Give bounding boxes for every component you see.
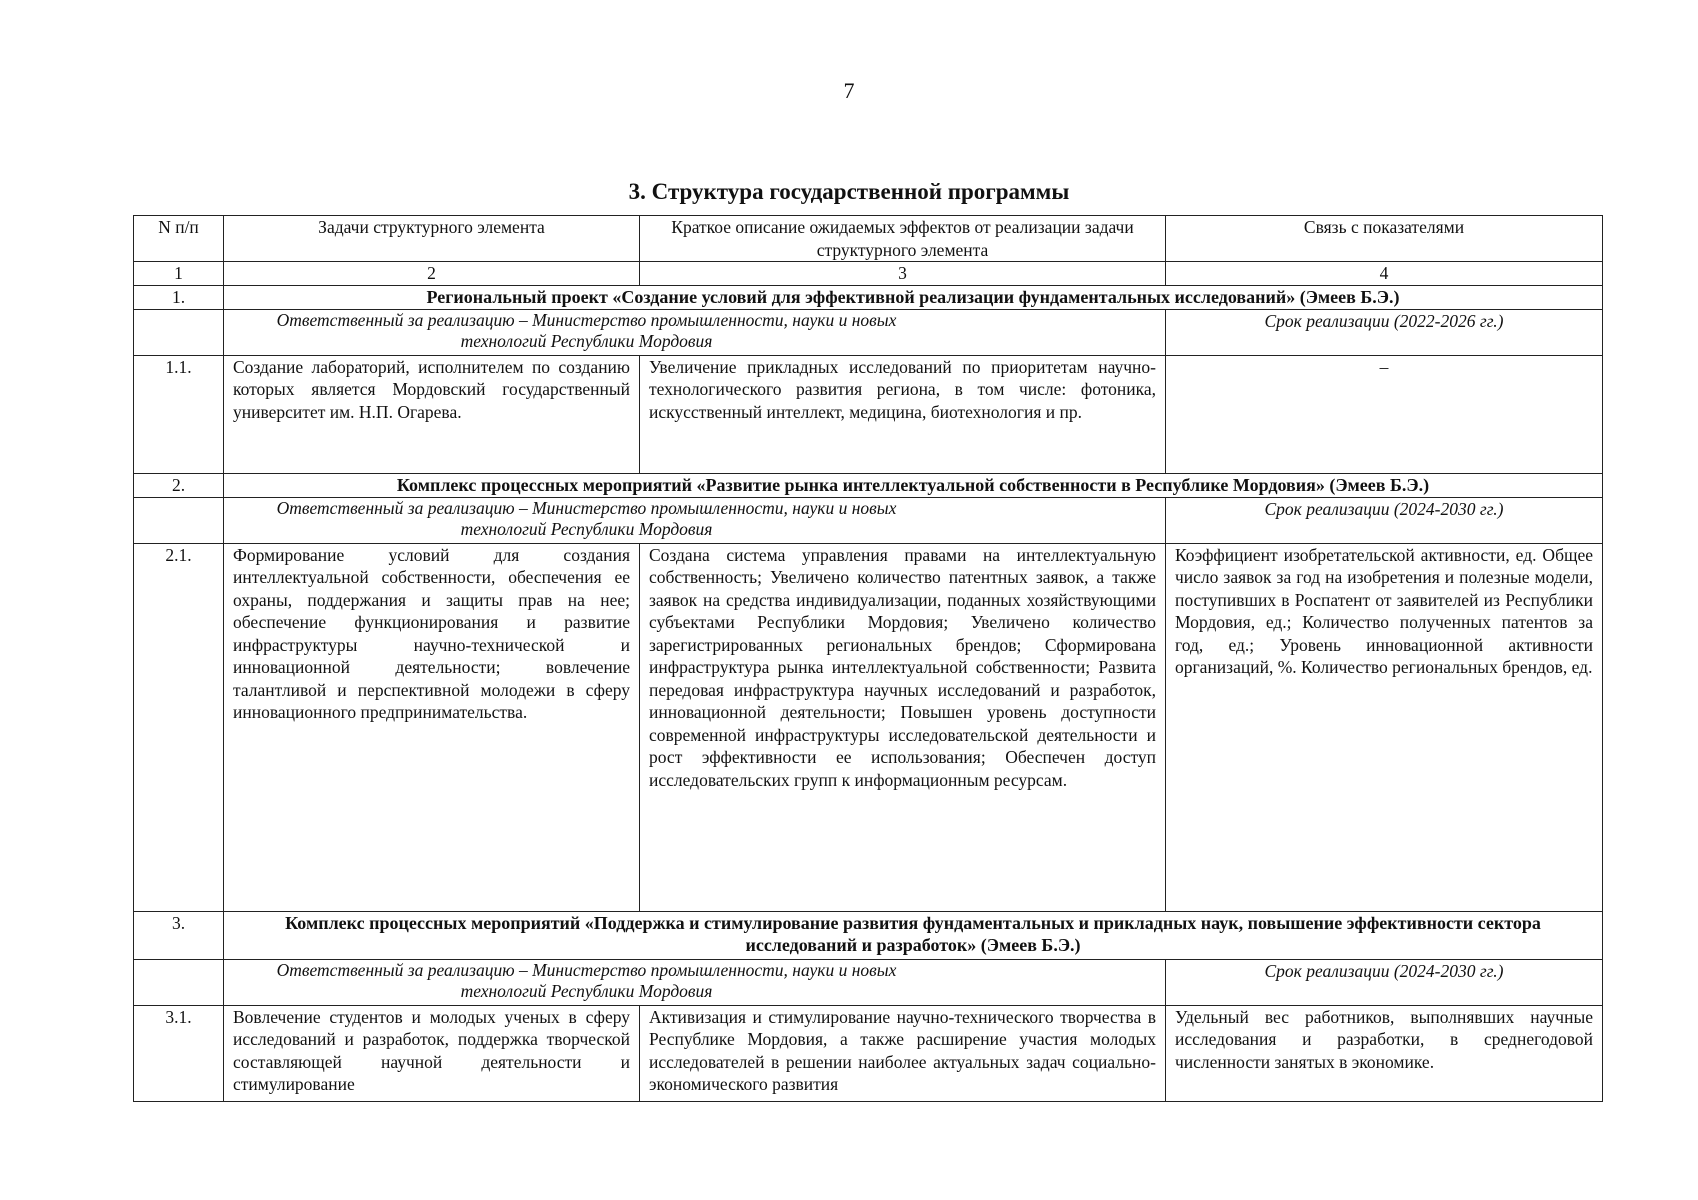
section-number: 3. — [134, 911, 224, 959]
header-tasks: Задачи структурного элемента — [224, 216, 640, 262]
column-number: 4 — [1166, 262, 1603, 286]
page-number: 7 — [843, 78, 855, 103]
section-title: Комплекс процессных мероприятий «Развитие рынка интеллектуальной собственности в Республике Мордовия» (Эмеев Б.Э.) — [224, 473, 1603, 497]
responsible-executor: Ответственный за реализацию – Министерство промышленности, науки и новых технологий Республики Мордовия — [224, 309, 1166, 355]
indicators-cell: Удельный вес работников, выполнявших научные исследования и разработки, в среднегодовой численности занятых в экономике. — [1166, 1005, 1603, 1101]
effects-cell: Активизация и стимулирование научно-технического творчества в Республике Мордовия, а также расширение участия молодых исследователей в решении наиболее актуальных задач социально-экономического развития — [640, 1005, 1166, 1101]
section-title-row — [134, 911, 1603, 959]
indicators-cell: – — [1166, 355, 1603, 473]
indicators-cell: Коэффициент изобретательской активности, ед. Общее число заявок за год на изобретения и полезные модели, поступивших в Роспатент от заявителей из Республики Мордовия, ед.; Количество полученных патентов за год, ед.; Уровень инновационной активности организаций, %. Количество региональных брендов, ед. — [1166, 543, 1603, 911]
table-row — [134, 543, 1603, 911]
column-number: 1 — [134, 262, 224, 286]
document-title: 3. Структура государственной программы — [628, 179, 1070, 204]
row-number: 1.1. — [134, 355, 224, 473]
section-number: 2. — [134, 473, 224, 497]
implementation-term: Срок реализации (2022-2026 гг.) — [1166, 309, 1603, 355]
implementation-term: Срок реализации (2024-2030 гг.) — [1166, 497, 1603, 543]
row-number: 2.1. — [134, 543, 224, 911]
section-title-row — [134, 285, 1603, 309]
implementation-term: Срок реализации (2024-2030 гг.) — [1166, 959, 1603, 1005]
header-indicators: Связь с показателями — [1166, 216, 1603, 262]
empty-cell — [134, 497, 224, 543]
section-title: Региональный проект «Создание условий для эффективной реализации фундаментальных исследований» (Эмеев Б.Э.) — [224, 285, 1603, 309]
empty-cell — [134, 309, 224, 355]
header-number: N п/п — [134, 216, 224, 262]
section-meta-row — [134, 959, 1603, 1005]
effects-cell: Создана система управления правами на интеллектуальную собственность; Увеличено количество патентных заявок, а также заявок на средства индивидуализации, поданных хозяйствующими субъектами Республики Мордовия; Увеличено количество зарегистрированных региональных брендов; Сформирована инфраструктура рынка интеллектуальной собственности; Развита передовая инфраструктура научных исследований и разработок, инновационной деятельности; Повышен уровень доступности современной инфраструктуры исследовательской деятельности и рост эффективности ее использования; Обеспечен доступ исследовательских групп к информационным ресурсам. — [640, 543, 1166, 911]
section-meta-row — [134, 497, 1603, 543]
empty-cell — [134, 959, 224, 1005]
task-cell: Создание лабораторий, исполнителем по созданию которых является Мордовский государственный университет им. Н.П. Огарева. — [224, 355, 640, 473]
column-number: 3 — [640, 262, 1166, 286]
header-effects: Краткое описание ожидаемых эффектов от реализации задачи структурного элемента — [640, 216, 1166, 262]
section-title: Комплекс процессных мероприятий «Поддержка и стимулирование развития фундаментальных и прикладных наук, повышение эффективности сектора исследований и разработок» (Эмеев Б.Э.) — [224, 911, 1603, 959]
table-header-row — [134, 216, 1603, 262]
effects-cell: Увеличение прикладных исследований по приоритетам научно-технологического развития региона, в том числе: фотоника, искусственный интеллект, медицина, биотехнология и пр. — [640, 355, 1166, 473]
column-numbers-row — [134, 262, 1603, 286]
task-cell: Формирование условий для создания интеллектуальной собственности, обеспечения ее охраны, поддержания и защиты прав на нее; обеспечение функционирования и развитие инфраструктуры научно-технической и инновационной деятельности; вовлечение талантливой и перспективной молодежи в сферу инновационного предпринимательства. — [224, 543, 640, 911]
column-number: 2 — [224, 262, 640, 286]
section-meta-row — [134, 309, 1603, 355]
responsible-executor: Ответственный за реализацию – Министерство промышленности, науки и новых технологий Республики Мордовия — [224, 959, 1166, 1005]
section-title-row — [134, 473, 1603, 497]
responsible-executor: Ответственный за реализацию – Министерство промышленности, науки и новых технологий Республики Мордовия — [224, 497, 1166, 543]
section-number: 1. — [134, 285, 224, 309]
task-cell: Вовлечение студентов и молодых ученых в сферу исследований и разработок, поддержка творческой составляющей научной деятельности и стимулирование — [224, 1005, 640, 1101]
program-structure-table — [133, 215, 1603, 1102]
table-row — [134, 1005, 1603, 1101]
row-number: 3.1. — [134, 1005, 224, 1101]
table-row — [134, 355, 1603, 473]
